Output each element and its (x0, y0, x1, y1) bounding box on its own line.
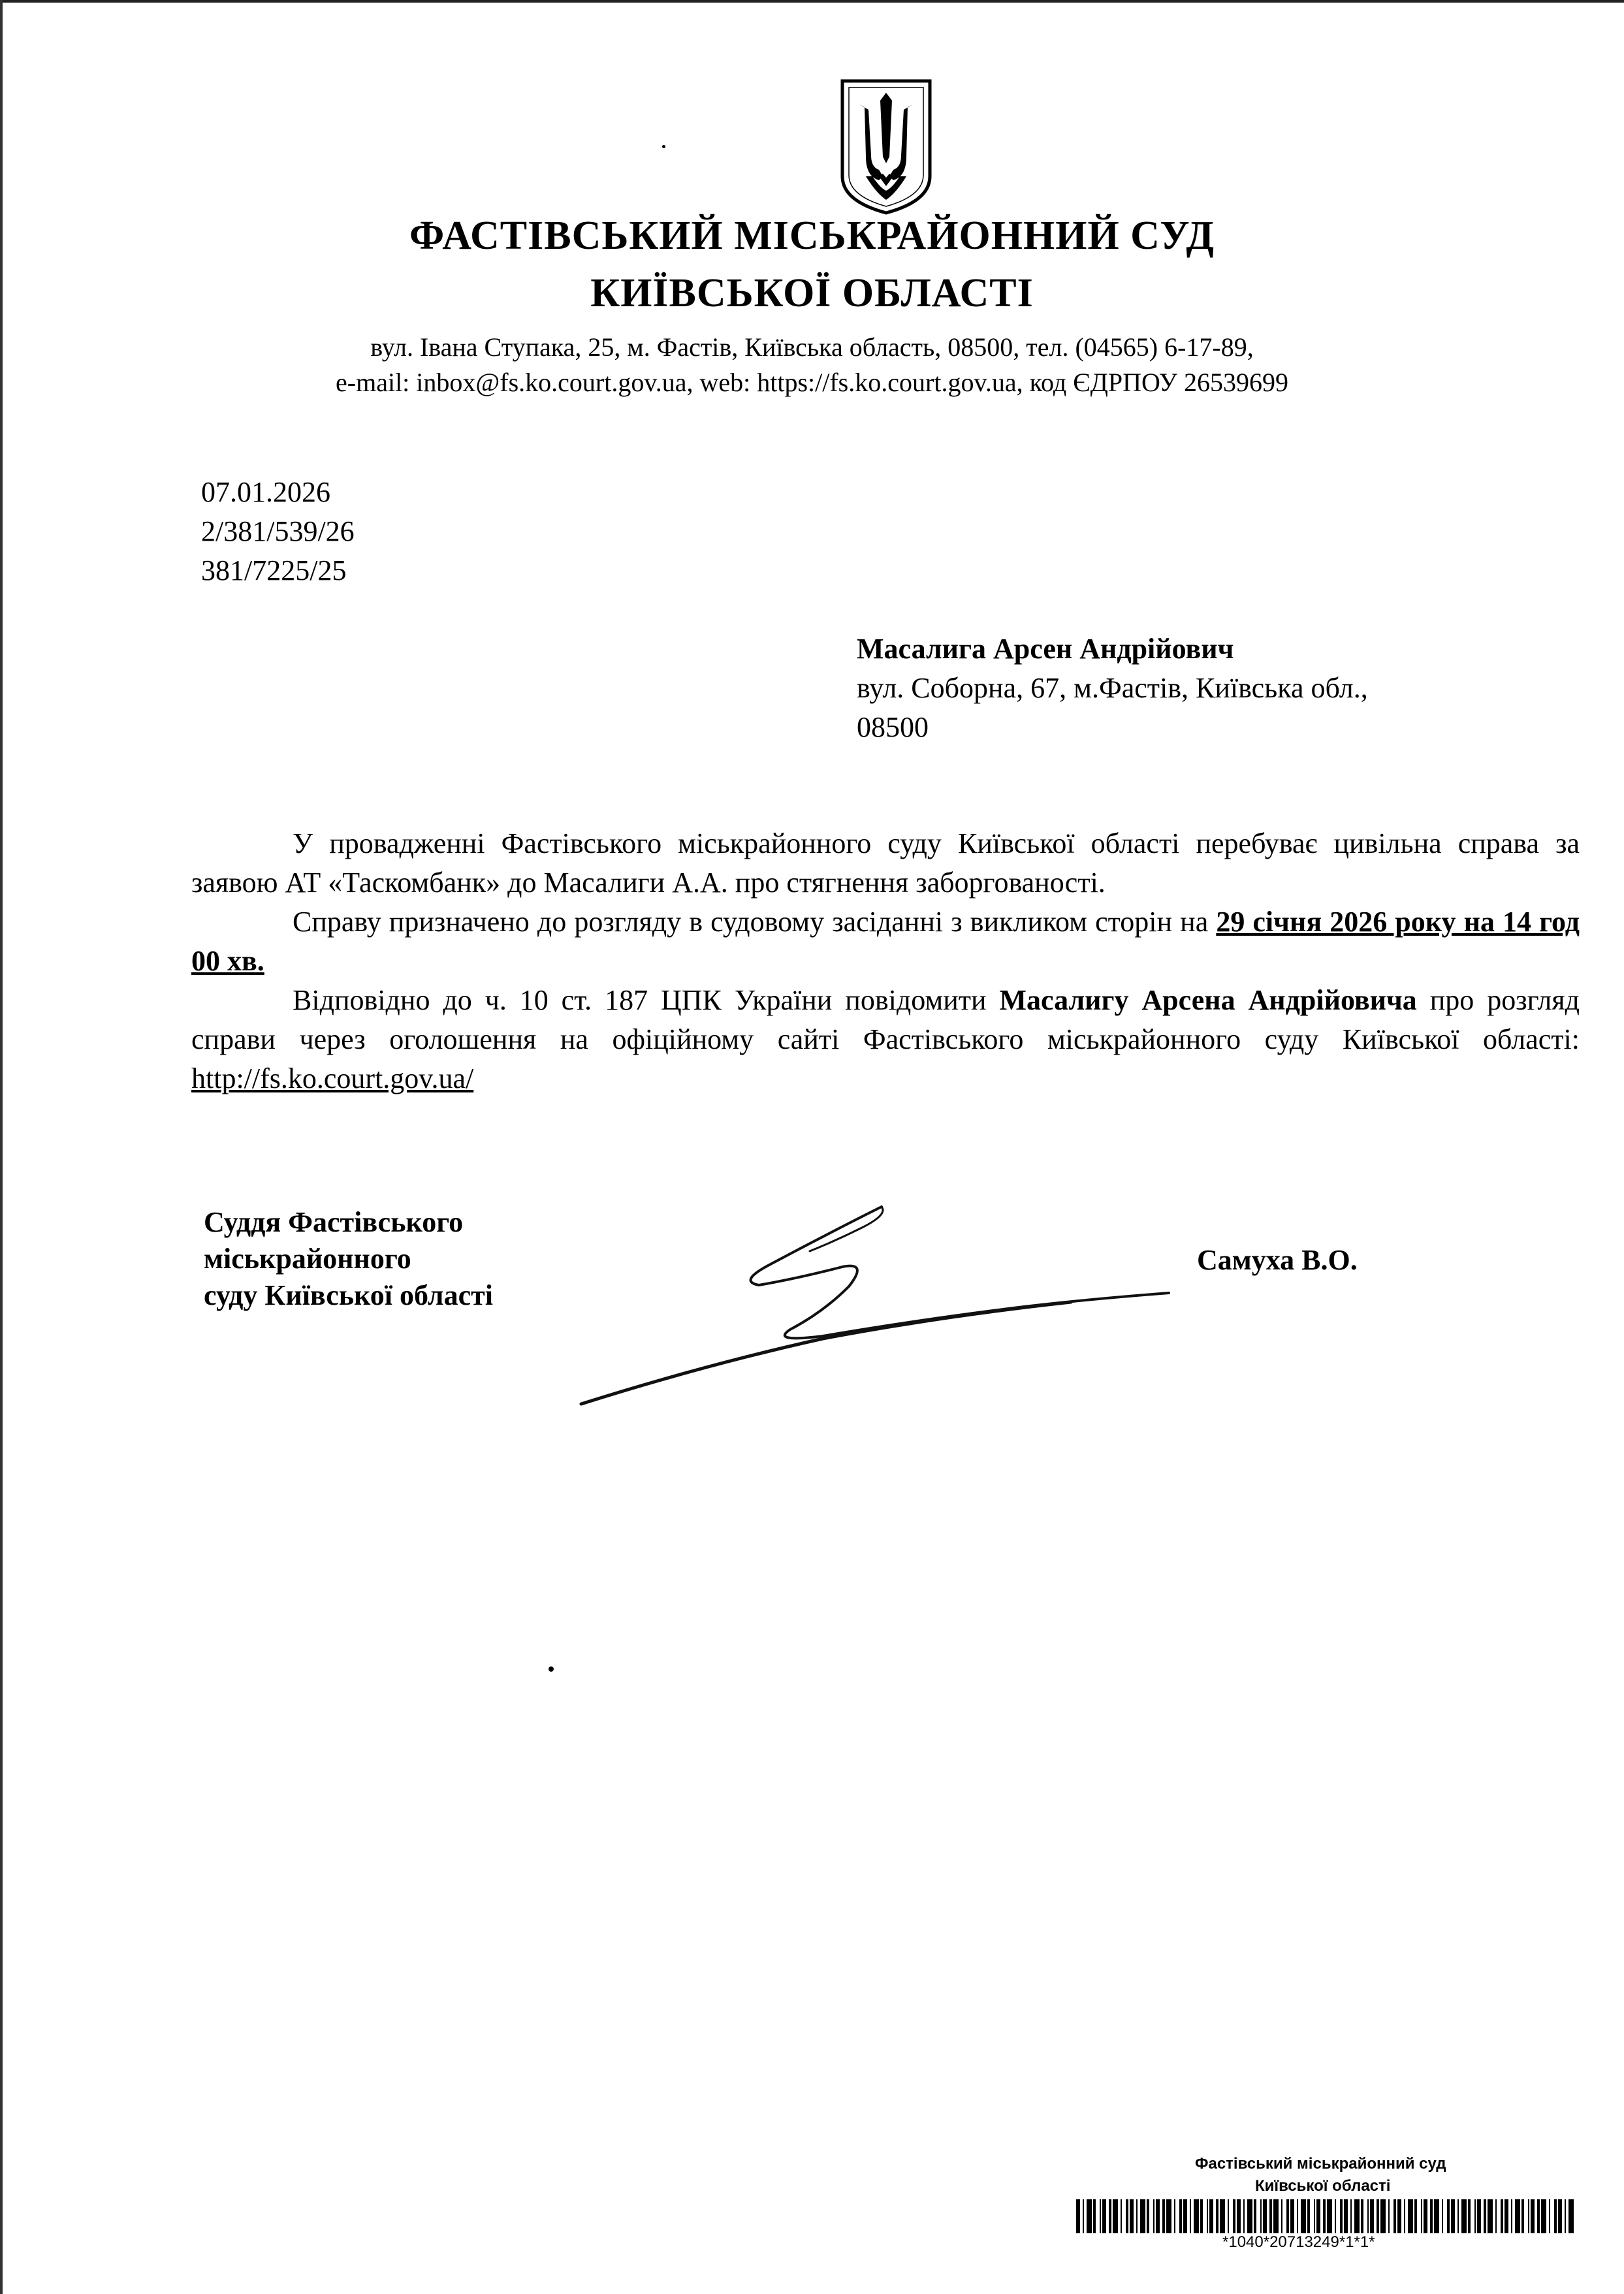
scan-speck (549, 1666, 554, 1672)
outgoing-number: 2/381/539/26 (201, 515, 355, 547)
recipient-address-line2: 08500 (857, 711, 929, 743)
notice-suffix: про розгляд справи через оголошення на офіційному сайті Фастівського міськрайонного суду Київської області: (191, 984, 1580, 1055)
court-name-line1: ФАСТІВСЬКИЙ МІСЬКРАЙОННИЙ СУД (409, 214, 1215, 258)
hearing-text: Справу призначено до розгляду в судовому засіданні з викликом сторін на (293, 906, 1217, 938)
stamp-court-name: Фастівський міськрайонний суд (1195, 2155, 1446, 2173)
judge-title (204, 1204, 493, 1314)
scan-speck (662, 145, 665, 148)
barcode-number: *1040*20713249*1*1* (1222, 2233, 1375, 2251)
hearing-datetime: 29 січня 2026 року на 14 год 00 хв. (191, 906, 1580, 977)
court-contacts: e-mail: inbox@fs.ko.court.gov.ua, web: https://fs.ko.court.gov.ua, код ЄДРПОУ 26539699 (336, 368, 1288, 397)
court-address: вул. Івана Ступака, 25, м. Фастів, Київська область, 08500, тел. (04565) 6-17-89, (370, 332, 1254, 362)
judge-name: Самуха В.О. (1197, 1244, 1358, 1276)
notice-prefix: Відповідно до ч. 10 ст. 187 ЦПК України повідомити (293, 984, 1000, 1016)
recipient-address-line1: вул. Соборна, 67, м.Фастів, Київська обл., (857, 672, 1368, 704)
paragraph-notice (191, 981, 1580, 1098)
paragraph-case-info: У провадженні Фастівського міськрайонного суду Київської області перебуває цивільна справа за заявою АТ «Таскомбанк» до Масалиги А.А. про стягнення заборгованості. (191, 827, 1580, 899)
judge-title-line2: міськрайонного (204, 1243, 411, 1275)
court-website-link[interactable]: http://fs.ko.court.gov.ua/ (191, 1062, 474, 1094)
stamp-region: Київської області (1255, 2177, 1391, 2195)
handwritten-signature (575, 1202, 1175, 1417)
paragraph-hearing (191, 902, 1580, 981)
judge-title-line1: Суддя Фастівського (204, 1206, 464, 1238)
coat-of-arms-icon (840, 78, 932, 215)
court-name-line2: КИЇВСЬКОЇ ОБЛАСТІ (590, 271, 1034, 315)
notice-recipient-name: Масалигу Арсена Андрійовича (999, 984, 1417, 1016)
recipient-name: Масалига Арсен Андрійович (857, 633, 1234, 665)
letter-date: 07.01.2026 (201, 476, 330, 508)
barcode (1076, 2199, 1575, 2233)
page-edge-top (0, 0, 1624, 3)
judge-title-line3: суду Київської області (204, 1279, 493, 1311)
case-number: 381/7225/25 (201, 554, 347, 586)
